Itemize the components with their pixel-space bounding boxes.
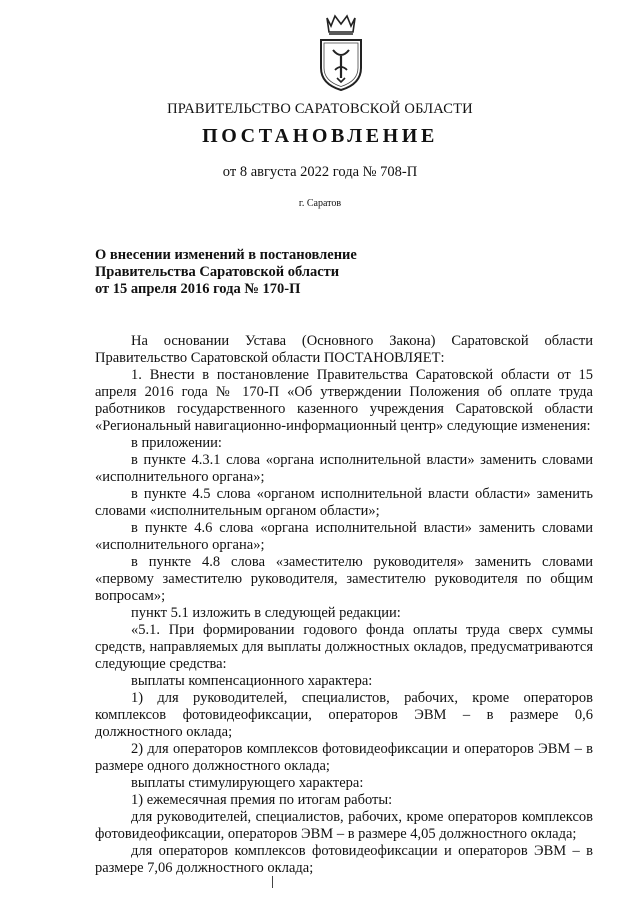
body-paragraph: пункт 5.1 изложить в следующей редакции: [131,605,401,621]
saratov-coat-of-arms-icon [313,12,369,92]
document-city: г. Саратов [298,198,342,209]
body-paragraph: «5.1. При формировании годового фонда оплаты труда сверх суммы средств, направляемых для выплаты должностных окладов, предусматриваются следующие средства: [95,622,593,672]
body-paragraph: На основании Устава (Основного Закона) Саратовской области Правительство Саратовской области ПОСТАНОВЛЯЕТ: [95,333,593,366]
body-paragraph: 1. Внести в постановление Правительства Саратовской области от 15 апреля 2016 года № 170-П «Об утверждении Положения об оплате труда работников государственного казенного учреждения Саратовской области «Региональный навигационно-информационный центр» следующие изменения: [95,367,593,434]
body-paragraph: выплаты стимулирующего характера: [131,775,364,791]
body-paragraph: в пункте 4.8 слова «заместителю руководителя» заменить словами «первому заместителю руководителя, заместителю руководителя по общим вопросам»; [95,554,593,604]
document-type: ПОСТАНОВЛЕНИЕ [202,125,438,147]
document-body [95,333,593,877]
body-paragraph: выплаты компенсационного характера: [131,673,373,689]
scan-mark [272,876,273,888]
body-paragraph: 2) для операторов комплексов фотовидеофиксации и операторов ЭВМ – в размере одного должностного оклада; [95,741,593,774]
body-paragraph: 1) ежемесячная премия по итогам работы: [131,792,393,808]
body-paragraph: в приложении: [131,435,222,451]
subject-line: О внесении изменений в постановление [95,247,357,263]
document-subject [95,247,495,298]
document-date-number: от 8 августа 2022 года № 708-П [222,164,418,180]
body-paragraph: для руководителей, специалистов, рабочих, кроме операторов комплексов фотовидеофиксации, операторов ЭВМ – в размере 4,05 должностного оклада; [95,809,593,842]
body-paragraph: для операторов комплексов фотовидеофиксации и операторов ЭВМ – в размере 7,06 должностного оклада; [95,843,593,876]
body-paragraph: 1) для руководителей, специалистов, рабочих, кроме операторов комплексов фотовидеофиксации, операторов ЭВМ – в размере 0,6 должностного оклада; [95,690,593,740]
subject-line: от 15 апреля 2016 года № 170-П [95,281,301,297]
body-paragraph: в пункте 4.5 слова «органом исполнительной власти области» заменить словами «исполнительным органом области»; [95,486,593,519]
body-paragraph: в пункте 4.6 слова «органа исполнительной власти» заменить словами «исполнительного органа»; [95,520,593,553]
body-paragraph: в пункте 4.3.1 слова «органа исполнительной власти» заменить словами «исполнительного органа»; [95,452,593,485]
subject-line: Правительства Саратовской области [95,264,340,280]
organization-name: ПРАВИТЕЛЬСТВО САРАТОВСКОЙ ОБЛАСТИ [167,101,473,117]
